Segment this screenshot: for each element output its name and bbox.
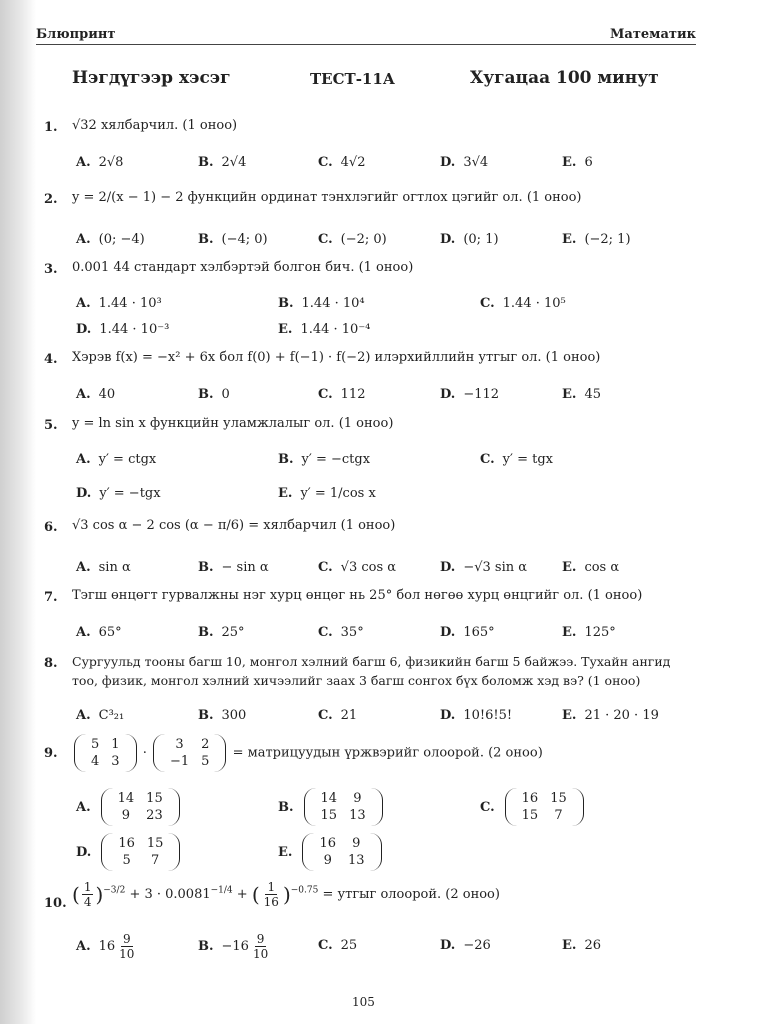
option-a: A. sin α [76, 560, 131, 575]
matrix: 3 2 −1 5 [153, 734, 226, 772]
option-b: B. −16 $\frac{9}{10}$ [198, 932, 269, 961]
option-e: E. 26 [562, 938, 601, 953]
header-left: Блюпринт [36, 27, 116, 42]
page-binding-shadow [0, 0, 36, 1024]
option-e: E. 1.44 · 10⁻⁴ [278, 322, 371, 337]
question-text-line2: тоо, физик, монгол хэлний хичээлийг заах 3 багш сонгох бүх боломж хэд вэ? (1 оноо) [72, 673, 641, 688]
option-c: C. y′ = tgx [480, 452, 553, 467]
section-title: Нэгдүгээр хэсэг [72, 68, 231, 88]
option-a: A. y′ = ctgx [76, 452, 157, 467]
question-number: 7. [44, 590, 58, 605]
option-b: B. 25° [198, 625, 245, 640]
option-d: D. 3√4 [440, 155, 489, 170]
option-c: C. 35° [318, 625, 364, 640]
option-b: B. 2√4 [198, 155, 247, 170]
option-d: D. 16 15 5 7 [76, 833, 182, 871]
question-10-expression: ( $\frac{1}{4}$ )$^{-3/2} + 3 \cdot 0.0081^{-1/4}$ + ( $\frac{1}{16}$ )$^{-0.75}$ = утгыг олоорой. (2 оноо) [72, 880, 500, 909]
question-number: 6. [44, 520, 58, 535]
option-d: D. −26 [440, 938, 491, 953]
option-a: A. 2√8 [76, 155, 124, 170]
option-b: B. (−4; 0) [198, 232, 268, 247]
time-title: Хугацаа 100 минут [470, 68, 659, 88]
option-c: C. 21 [318, 708, 358, 723]
question-number: 9. [44, 746, 58, 761]
header-rule [36, 44, 696, 45]
option-b: B. 0 [198, 387, 230, 402]
question-number: 4. [44, 352, 58, 367]
option-b: B. − sin α [198, 560, 269, 575]
option-a: A. (0; −4) [76, 232, 145, 247]
option-c: C. 1.44 · 10⁵ [480, 296, 566, 311]
test-title: ТЕСТ-11А [310, 70, 396, 88]
option-d: D. y′ = −tgx [76, 486, 161, 501]
option-c: C. 16 15 15 7 [480, 788, 586, 826]
question-text: = матрицуудын үржвэрийг олоорой. (2 оноо) [232, 745, 543, 761]
option-e: E. 6 [562, 155, 593, 170]
option-e: E. 16 9 9 13 [278, 833, 384, 871]
option-c: C. √3 cos α [318, 560, 397, 575]
question-text: y = ln sin x функцийн уламжлалыг ол. (1 оноо) [72, 416, 394, 431]
question-number: 3. [44, 262, 58, 277]
option-e: E. y′ = 1/cos x [278, 486, 376, 501]
question-number: 2. [44, 192, 58, 207]
question-text: Сургуульд тооны багш 10, монгол хэлний багш 6, физикийн багш 5 байжээ. Тухайн ангид [72, 654, 671, 669]
option-a: A. C³₂₁ [76, 708, 125, 723]
option-b: B. 300 [198, 708, 247, 723]
question-text: Хэрэв f(x) = −x² + 6x бол f(0) + f(−1) · f(−2) илэрхийллийн утгыг ол. (1 оноо) [72, 350, 601, 365]
option-d: D. (0; 1) [440, 232, 499, 247]
question-number: 1. [44, 120, 58, 135]
page-number: 105 [352, 995, 375, 1009]
option-a: A. 1.44 · 10³ [76, 296, 162, 311]
option-d: D. 165° [440, 625, 495, 640]
option-e: E. (−2; 1) [562, 232, 631, 247]
question-text: √32 хялбарчил. (1 оноо) [72, 118, 238, 133]
option-b: B. y′ = −ctgx [278, 452, 371, 467]
option-a: A. 65° [76, 625, 122, 640]
option-e: E. cos α [562, 560, 620, 575]
option-c: C. 25 [318, 938, 358, 953]
option-c: C. 4√2 [318, 155, 366, 170]
option-a: A. 14 15 9 23 [76, 788, 182, 826]
question-text: √3 cos α − 2 cos (α − π/6) = хялбарчил (1 оноо) [72, 518, 396, 533]
option-b: B. 1.44 · 10⁴ [278, 296, 365, 311]
option-d: D. −√3 sin α [440, 560, 528, 575]
matrix: 5 1 4 3 [74, 734, 137, 772]
question-text: = утгыг олоорой. (2 оноо) [322, 887, 500, 902]
question-text: y = 2/(x − 1) − 2 функцийн ординат тэнхлэгийг огтлох цэгийг ол. (1 оноо) [72, 190, 582, 205]
option-d: D. 1.44 · 10⁻³ [76, 322, 170, 337]
option-e: E. 125° [562, 625, 616, 640]
question-text: 0.001 44 стандарт хэлбэртэй болгон бич. (1 оноо) [72, 260, 414, 275]
question-text: Тэгш өнцөгт гурвалжны нэг хурц өнцөг нь 25° бол нөгөө хурц өнцгийг ол. (1 оноо) [72, 588, 643, 603]
question-number: 10. [44, 896, 67, 911]
option-e: E. 45 [562, 387, 601, 402]
question-number: 8. [44, 656, 58, 671]
option-b: B. 14 9 15 13 [278, 788, 385, 826]
option-a: A. 40 [76, 387, 116, 402]
option-c: C. (−2; 0) [318, 232, 387, 247]
option-d: D. −112 [440, 387, 500, 402]
question-9-expression: 5 1 4 3 · 3 2 −1 5 = матрицуудын үржвэрийг олоорой. (2 оноо) [72, 734, 543, 772]
option-c: C. 112 [318, 387, 366, 402]
option-a: A. 16 $\frac{9}{10}$ [76, 932, 135, 961]
question-number: 5. [44, 418, 58, 433]
option-e: E. 21 · 20 · 19 [562, 708, 659, 723]
option-d: D. 10!6!5! [440, 708, 513, 723]
header-right: Математик [610, 27, 696, 42]
